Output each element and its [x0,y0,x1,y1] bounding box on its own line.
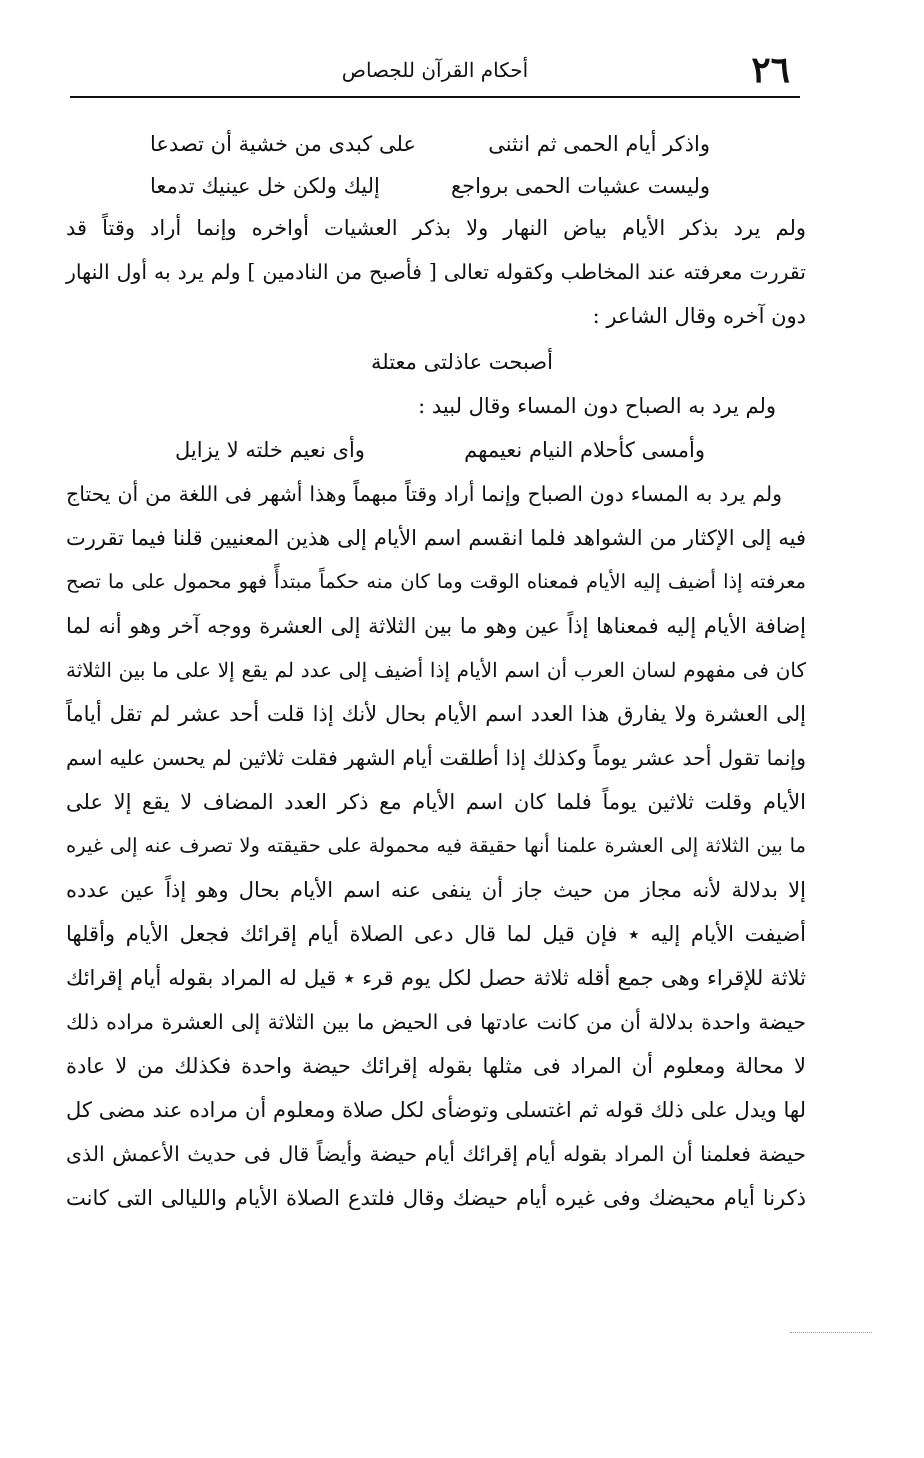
running-title: أحكام القرآن للجصاص [341,58,529,82]
page-number: ٢٦ [751,49,790,91]
paragraph-line: أضيفت الأيام إليه ٭ فإن قيل لما قال دعى الصلاة أيام إقرائك فجعل الأيام وأقلها [66,922,806,946]
verse-3-second-hemistich: وأى نعيم خلته لا يزايل [175,438,365,462]
paragraph-line: إلا بدلالة لأنه مجاز من حيث جاز أن ينفى عنه اسم الأيام بحال وهو إذاً عين عدده [66,878,806,902]
paragraph-line: كان فى مفهوم لسان العرب أن اسم الأيام إذا أضيف إلى عدد لم يقع إلا على ما بين الثلاثة [66,658,806,682]
paragraph-line: الأيام وقلت ثلاثين يوماً فلما كان اسم الأيام مع ذكر العدد المضاف لا يقع إلا على [66,790,806,814]
paragraph-line: تقررت معرفته عند المخاطب وكقوله تعالى [ فأصبح من النادمين ] ولم يرد به أول النهار [66,260,806,284]
paragraph-line: ثلاثة للإقراء وهى جمع أقله ثلاثة حصل لكل يوم قرء ٭ قيل له المراد بقوله أيام إقرائك [66,966,806,990]
paragraph-line: حيضة واحدة بدلالة أن من كانت عادتها فى الحيض ما بين الثلاثة إلى العشرة مراده ذلك [66,1010,806,1034]
verse-line-3 [175,430,705,470]
verse-line-2 [150,166,710,206]
paragraph-line: ذكرنا أيام محيضك وفى غيره أيام حيضك وقال فلتدع الصلاة الأيام والليالى التى كانت [66,1186,806,1210]
paragraph-line: ما بين الثلاثة إلى العشرة علمنا أنها حقيقة فيه محمولة على حقيقته ولا تصرف عنه إلى غيره [66,834,806,857]
verse-2-first-hemistich: وليست عشيات الحمى برواجع [450,174,710,198]
paragraph-line: إلى العشرة ولا يفارق هذا العدد اسم الأيام بحال لأنك إذا قلت أحد عشر لم تقل أياماً [66,702,806,726]
quoted-verse: أصبحت عاذلتى معتلة [371,350,553,374]
paragraph-line: لها ويدل على ذلك قوله ثم اغتسلى وتوضأى لكل صلاة ومعلوم أن مراده عند مضى كل [66,1098,806,1122]
paragraph-line: حيضة فعلمنا أن المراد بقوله أيام إقرائك أيام حيضة وأيضاً قال فى حديث الأعمش الذى [66,1142,806,1166]
verse-line-1 [150,124,710,164]
paragraph-line: لا محالة ومعلوم أن المراد فى مثلها بقوله إقرائك حيضة واحدة فكذلك من لا عادة [66,1054,806,1078]
paragraph-line: ولم يرد به المساء دون الصباح وإنما أراد وقتاً مبهماً وهذا أشهر فى اللغة من أن يحتاج [66,482,782,506]
paragraph-line: معرفته إذا أضيف إليه الأيام فمعناه الوقت وما كان منه حكماً مبتدأً فهو محمول على ما تصح [66,570,806,593]
verse-1-first-hemistich: واذكر أيام الحمى ثم انثنى [488,132,710,156]
paragraph-line: وإنما تقول أحد عشر يوماً وكذلك إذا أطلقت أيام الشهر فقلت ثلاثين لم يحسن عليه اسم [66,746,806,770]
verse-1-second-hemistich: على كبدى من خشية أن تصدعا [150,132,416,156]
paragraph-line: ولم يرد به الصباح دون المساء وقال لبيد : [418,394,776,418]
paragraph-line: ولم يرد بذكر الأيام بياض النهار ولا بذكر العشيات أواخره وإنما أراد وقتاً قد [66,216,806,240]
paragraph-line: دون آخره وقال الشاعر : [592,304,806,328]
verse-3-first-hemistich: وأمسى كأحلام النيام نعيمهم [464,438,705,462]
paragraph-line: إضافة الأيام إليه فمعناها إذاً عين وهو ما بين الثلاثة إلى العشرة ووجه آخر وهو أنه لما [66,614,806,638]
paragraph-line: فيه إلى الإكثار من الشواهد فلما انقسم اسم الأيام إلى هذين المعنيين قلنا فيما تقررت [66,526,806,550]
page-header [70,44,800,98]
verse-2-second-hemistich: إليك ولكن خل عينيك تدمعا [150,174,380,198]
scan-artifact-line [790,1332,872,1333]
